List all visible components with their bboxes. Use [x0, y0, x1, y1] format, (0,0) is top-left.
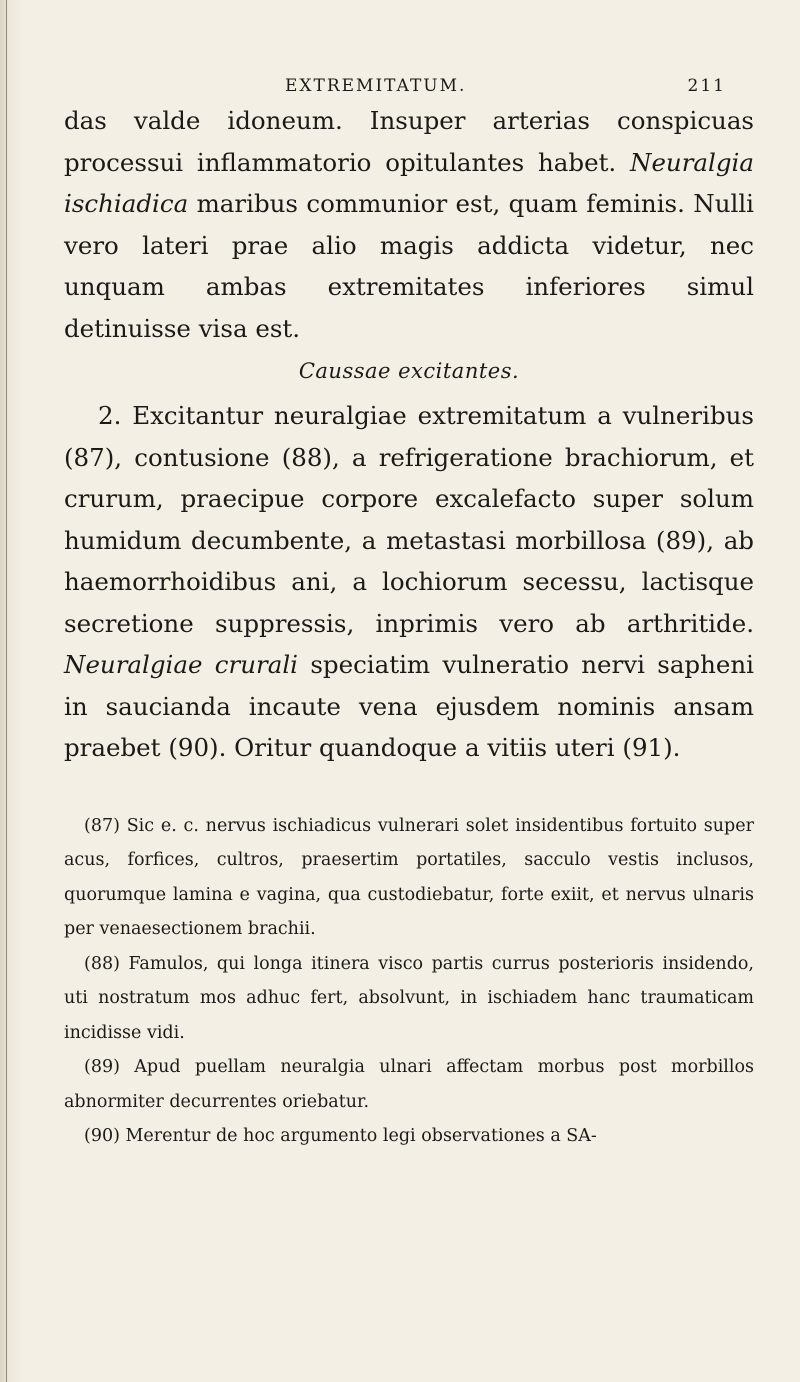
- page-header: [64, 70, 754, 100]
- paragraph-1-text-b: maribus communior est, quam feminis. Nulli vero lateri prae alio magis addicta videtur, nec unquam ambas extremitates inferiores simul detinuisse visa est.: [64, 189, 754, 343]
- footnote-88: (88) Famulos, qui longa itinera visco partis currus posterioris insidendo, uti nostratum mos adhuc fert, absolvunt, in ischiadem hanc traumaticam incidisse vidi.: [64, 953, 754, 1043]
- main-text: [64, 100, 754, 769]
- paragraph-1: [64, 100, 754, 349]
- paragraph-2: [64, 395, 754, 769]
- page-binding-edge: [0, 0, 22, 1382]
- running-title: EXTREMITATUM.: [285, 76, 467, 96]
- footnote-90: (90) Merentur de hoc argumento legi observationes a SA-: [84, 1126, 597, 1146]
- paragraph-1-italic-term: Neuralgia ischiadica: [64, 147, 754, 218]
- paragraph-2-text-b: speciatim vulneratio nervi sapheni in saucianda incaute vena ejusdem nominis ansam praebet (90). Oritur quandoque a vitiis uteri (91).: [64, 650, 755, 762]
- paragraph-2-text-a: 2. Excitantur neuralgiae extremitatum a vulneribus (87), contusione (88), a refrigeratione brachiorum, et crurum, praecipue corpore excalefacto super solum humidum decumbente, a metastasi morbillosa (89), ab haemorrhoidibus ani, a lochiorum secessu, lactisque secretione suppressis, inprimis vero ab arthritide.: [64, 401, 754, 638]
- book-page: [64, 70, 754, 1154]
- section-heading: Caussae excitantes.: [298, 359, 520, 383]
- page-number: 211: [687, 76, 726, 96]
- paragraph-1-text-a: das valde idoneum. Insuper arterias conspicuas processui inflammatorio opitulantes habet.: [64, 106, 754, 177]
- paragraph-2-italic-term: Neuralgiae crurali: [64, 650, 299, 679]
- binding-line: [6, 0, 7, 1382]
- footnote-87: (87) Sic e. c. nervus ischiadicus vulnerari solet insidentibus fortuito super acus, forfices, cultros, praesertim portatiles, sacculo vestis inclusos, quorumque lamina e vagina, qua custodiebatur, forte exiit, et nervus ulnaris per venaesectionem brachii.: [64, 815, 754, 939]
- footnote-89: (89) Apud puellam neuralgia ulnari affectam morbus post morbillos abnormiter decurrentes oriebatur.: [64, 1057, 754, 1112]
- footnotes: [64, 809, 754, 1154]
